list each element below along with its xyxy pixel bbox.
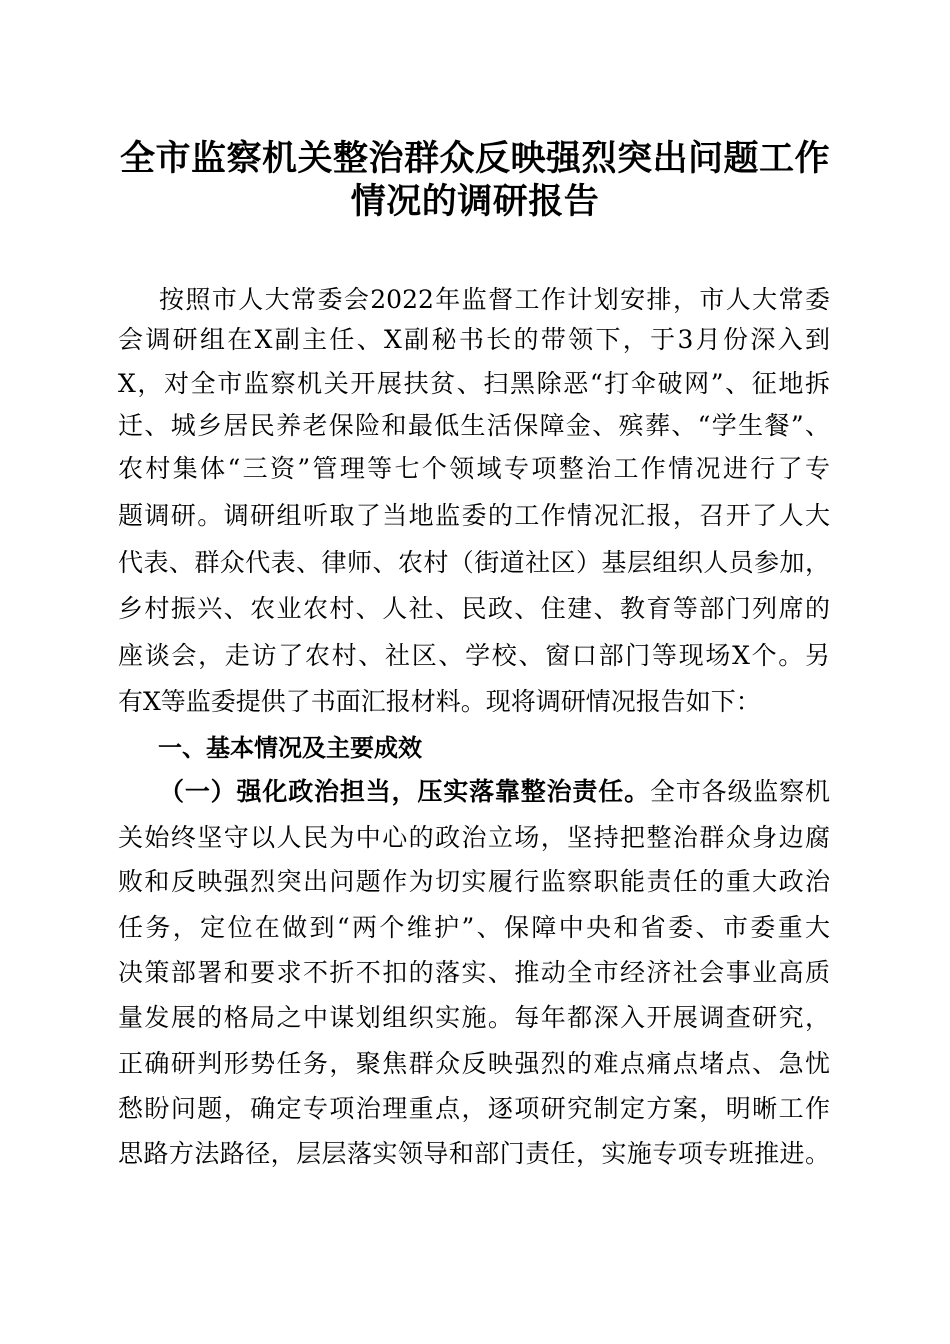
section-1-heading: 一、基本情况及主要成效 bbox=[158, 734, 422, 762]
paragraph-1-line: X，对全市监察机关开展扶贫、扫黑除恶“打伞破网”、征地拆 bbox=[118, 369, 830, 398]
paragraph-1-line: 座谈会，走访了农村、社区、学校、窗口部门等现场X个。另 bbox=[118, 641, 830, 670]
paragraph-1-line: 农村集体“三资”管理等七个领域专项整治工作情况进行了专 bbox=[118, 454, 830, 483]
paragraph-1-line: 按照市人大常委会2022年监督工作计划安排，市人大常委 bbox=[159, 285, 830, 314]
paragraph-1-line: 迁、城乡居民养老保险和最低生活保障金、殡葬、“学生餐”、 bbox=[118, 411, 830, 440]
paragraph-2-line: 决策部署和要求不折不扣的落实、推动全市经济社会事业高质 bbox=[118, 958, 830, 987]
paragraph-2-first-line bbox=[159, 772, 830, 812]
paragraph-1-line: 有X等监委提供了书面汇报材料。现将调研情况报告如下： bbox=[118, 687, 761, 716]
paragraph-2-line: 关始终坚守以人民为中心的政治立场，坚持把整治群众身边腐 bbox=[118, 823, 830, 852]
document-title-line-2: 情况的调研报告 bbox=[350, 181, 600, 222]
document-title-line-1: 全市监察机关整治群众反映强烈突出问题工作 bbox=[119, 138, 830, 179]
paragraph-2-line: 败和反映强烈突出问题作为切实履行监察职能责任的重大政治 bbox=[118, 867, 830, 896]
paragraph-2-first-line-rest: 全市各级监察机 bbox=[649, 777, 830, 806]
paragraph-1-line: 乡村振兴、农业农村、人社、民政、住建、教育等部门列席的 bbox=[118, 594, 830, 623]
paragraph-1-line: 会调研组在X副主任、X副秘书长的带领下，于3月份深入到 bbox=[118, 325, 830, 354]
paragraph-1-line: 题调研。调研组听取了当地监委的工作情况汇报，召开了人大 bbox=[118, 501, 830, 530]
paragraph-1-line: 代表、群众代表、律师、农村（街道社区）基层组织人员参加， bbox=[118, 548, 830, 577]
paragraph-2-line: 任务，定位在做到“两个维护”、保障中央和省委、市委重大 bbox=[118, 913, 830, 942]
subsection-1-lead: （一）强化政治担当，压实落靠整治责任。 bbox=[159, 777, 650, 806]
paragraph-2-line: 量发展的格局之中谋划组织实施。每年都深入开展调查研究， bbox=[118, 1003, 830, 1032]
paragraph-2-line: 正确研判形势任务，聚焦群众反映强烈的难点痛点堵点、急忧 bbox=[118, 1049, 830, 1078]
paragraph-2-line: 愁盼问题，确定专项治理重点，逐项研究制定方案，明晰工作 bbox=[118, 1094, 830, 1123]
paragraph-2-line: 思路方法路径，层层落实领导和部门责任，实施专项专班推进。 bbox=[118, 1139, 830, 1168]
